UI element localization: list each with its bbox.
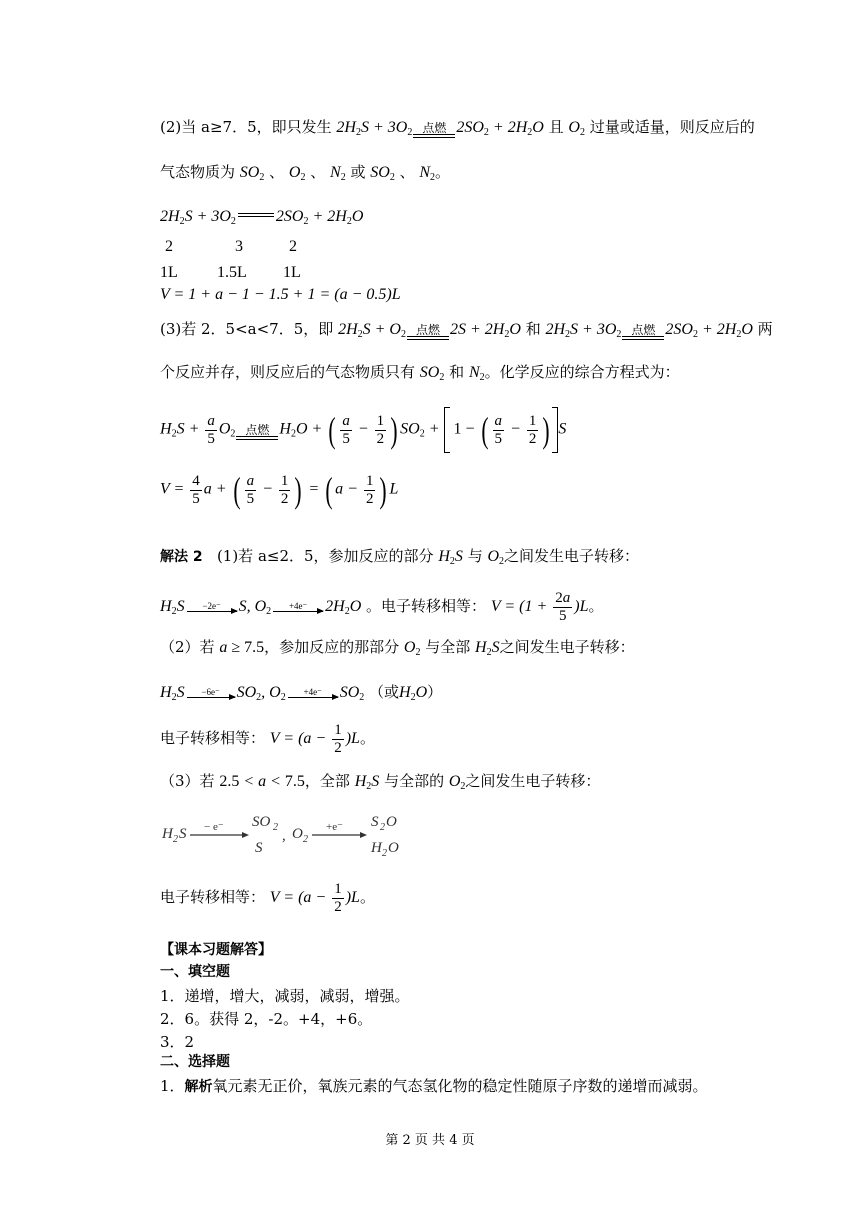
svg-text:2: 2 — [380, 822, 385, 833]
text: 个反应并存，则反应后的气态物质只有 — [160, 363, 416, 381]
electron-equal-2: 电子转移相等： V = (a − $\frac{1}{2}$ )L。 — [160, 722, 375, 756]
arrow-label: −2e⁻ — [202, 601, 221, 612]
coef-1: 2 — [165, 238, 173, 255]
text: 。化学反应的综合方程式为： — [484, 363, 680, 381]
paragraph-2-line-1: (2)当 a≥7．5，即只发生 $2H_2S + 3O_2$ 点燃 $2SO_2 + 2H_2O$ 且 $O_2$ 过量或适量，则反应后的 — [160, 118, 755, 138]
text: 。电子转移相等： — [366, 597, 487, 616]
svg-text:2: 2 — [273, 822, 278, 833]
text: ，参加反应的那部分 — [264, 638, 400, 656]
answer-2: 2．6。获得 2，-2。+4，+6。 — [160, 1010, 373, 1028]
text: 1． — [160, 1077, 185, 1095]
svg-text:O: O — [292, 826, 303, 842]
text: 之间发生电子转移： — [504, 547, 640, 565]
paragraph-3-line-1: (3)若 2．5<a<7．5，即 $2H_2S + O_2$ 点燃 $2S + 2H_2O$ 和 $2H_2S + 3O_2$ 点燃 $2SO_2 + 2H_2O$ 两 — [160, 320, 773, 340]
svg-text:SO: SO — [252, 814, 271, 830]
text: （3）若 — [160, 772, 215, 790]
hand-arrow-label-2: +e⁻ — [326, 821, 343, 833]
vol-1: 1L — [160, 264, 178, 281]
electron-transfer-eq2: $H_2S$ −6e⁻ $SO_2$, $O_2$ +4e⁻ $SO_2$ （或$H_2O$） — [160, 683, 443, 703]
text: ，全部 — [304, 772, 350, 790]
combined-equation: $H_2S$ + $\frac{a}{5}$ $O_2$ 点燃 $H_2O$ + ( $\frac{a}{5}$ − $\frac{1}{2}$ ) $SO_2 + 1$ − ( $\frac{a}{5}$ − $\frac{1}{2}$ ) S — [160, 407, 566, 453]
text: 。 — [435, 163, 451, 181]
page-footer: 第 2 页 共 4 页 — [385, 1133, 475, 1148]
svg-text:2: 2 — [303, 834, 308, 845]
electron-equal-3: 电子转移相等： V = (a − $\frac{1}{2}$ )L。 — [160, 881, 375, 915]
text: 之间发生电子转移： — [499, 638, 635, 656]
volume-expression: V = 1 + a − 1 − 1.5 + 1 = (a − 0.5)L — [160, 286, 401, 303]
arrow-label: +4e⁻ — [303, 687, 322, 697]
coef-3: 2 — [289, 238, 297, 255]
text: 和 — [525, 320, 541, 338]
method2-item2: （2）若 a ≥ 7.5，参加反应的那部分 $O_2$ 与全部 $H_2S$之间发生电子转移： — [160, 638, 635, 658]
section-choice: 二、选择题 — [160, 1054, 230, 1070]
text: (2)当 a≥7．5，即只发生 — [160, 118, 332, 136]
svg-text:S: S — [255, 840, 263, 856]
text: ） — [427, 683, 443, 701]
text: 。 — [359, 888, 375, 907]
text: 与全部 — [425, 638, 471, 656]
svg-text:,: , — [282, 828, 286, 844]
text: 两 — [757, 320, 773, 338]
section-fill-blank: 一、填空题 — [160, 964, 230, 980]
text: （或 — [369, 683, 400, 701]
method2-item3: （3）若 2.5 < a < 7.5，全部 $H_2S$ 与全部的 $O_2$之间发生电子转移： — [160, 772, 601, 792]
arrow-label: +4e⁻ — [288, 601, 308, 612]
electron-transfer-scheme-image — [160, 808, 410, 864]
electron-transfer-eq1: $H_2S$ −2e⁻ S, $O_2$ +4e⁻ $2H_2O$ 。电子转移相等： V = (1 + $\frac{2a}{5}$ )L。 — [160, 590, 604, 624]
answer-1: 1．递增，增大，减弱，减弱，增强。 — [160, 987, 410, 1005]
coef-2: 3 — [235, 238, 243, 255]
answers-heading: 【课本习题解答】 — [160, 942, 272, 958]
arrow-label: −6e⁻ — [201, 687, 220, 697]
svg-text:S: S — [371, 814, 379, 830]
text: 且 — [548, 118, 564, 136]
equation-line: $2H_2S + 3O_2$ $2SO_2 + 2H_2O$ — [160, 208, 364, 227]
text: 电子转移相等： — [160, 729, 266, 748]
text: 或 — [350, 163, 366, 181]
text: 。 — [359, 729, 375, 748]
hand-arrow-label-1: − e⁻ — [204, 821, 224, 833]
method2-item1: 解法 2 (1)若 a≤2．5，参加反应的部分 $H_2S$ 与 $O_2$之间发生电子转移： — [160, 547, 640, 567]
svg-text:2: 2 — [382, 848, 387, 859]
text: （2）若 — [160, 638, 215, 656]
paragraph-3-line-2: 个反应并存，则反应后的气态物质只有 $SO_2$ 和 $N_2$。化学反应的综合方程式为： — [160, 363, 680, 383]
text: 之间发生电子转移： — [465, 772, 601, 790]
answer-3: 3．2 — [160, 1033, 195, 1051]
v-expression-combined: V = $\frac{4}{5}$ a + ( $\frac{a}{5}$ − $\frac{1}{2}$ ) = ( a − $\frac{1}{2}$ ) L — [160, 470, 399, 510]
text: (1)若 a≤2．5，参加反应的部分 — [216, 547, 434, 565]
text: 与 — [467, 547, 483, 565]
vol-3: 1L — [283, 264, 301, 281]
analysis-label: 解析 — [184, 1079, 213, 1095]
text: 与全部的 — [384, 772, 445, 790]
text: 气态物质为 — [160, 163, 236, 181]
svg-text:2: 2 — [173, 834, 178, 845]
text: (3)若 2．5<a<7．5，即 — [160, 320, 334, 338]
svg-text:H: H — [162, 826, 173, 842]
text: 。 — [588, 597, 604, 616]
vol-2: 1.5L — [217, 264, 247, 281]
choice-answer-1 — [160, 1077, 708, 1096]
text: 和 — [449, 363, 465, 381]
svg-text:H: H — [371, 840, 382, 856]
svg-text:S: S — [179, 826, 187, 842]
svg-text:O: O — [388, 840, 399, 856]
text: 过量或适量，则反应后的 — [589, 118, 755, 136]
svg-text:O: O — [386, 814, 397, 830]
condition-label: 点燃 — [422, 121, 447, 135]
method-title: 解法 2 — [160, 549, 203, 565]
equation-2h2s-3o2: $2H_2S + 3O_2$ 点燃 $2SO_2 + 2H_2O$ — [336, 119, 544, 138]
paragraph-2-line-2: 气态物质为 $SO_2$ 、 $O_2$ 、 $N_2$ 或 $SO_2$ 、 $N_2$。 — [160, 163, 451, 183]
text: 电子转移相等： — [160, 888, 266, 907]
text: 氧元素无正价，氧族元素的气态氢化物的稳定性随原子序数的递增而减弱。 — [212, 1077, 708, 1095]
